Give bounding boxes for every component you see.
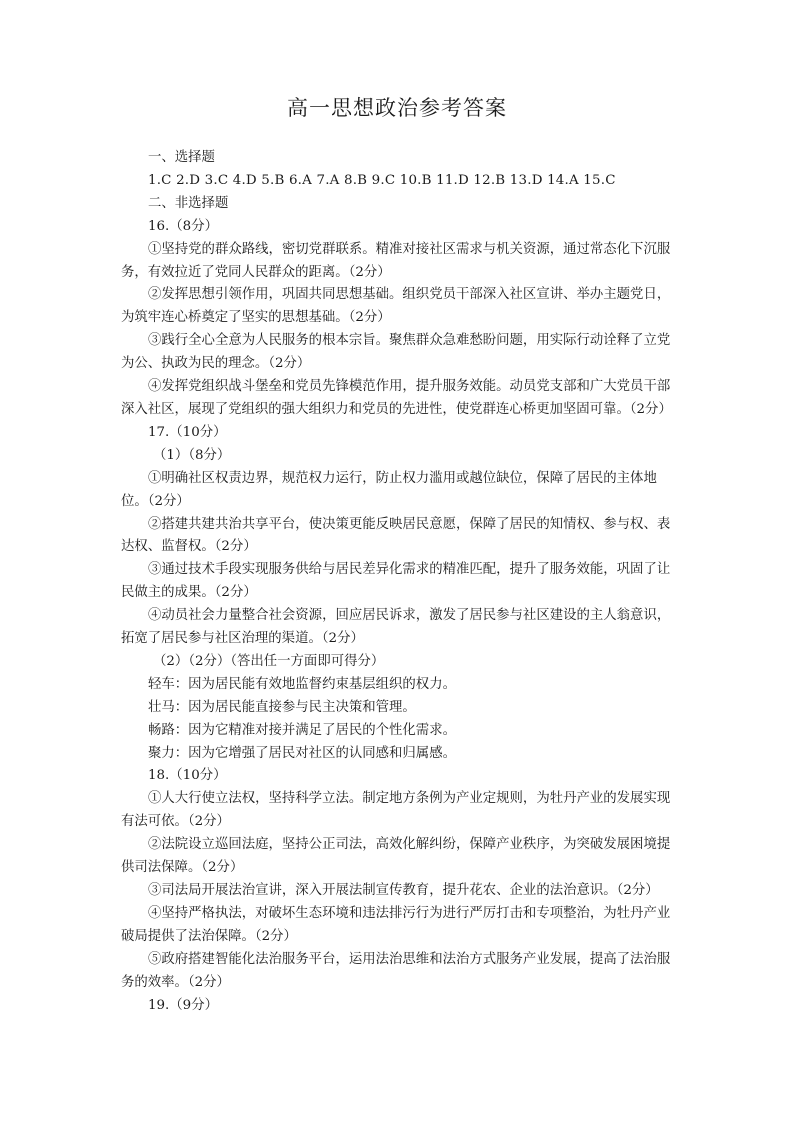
q17-heading: 17.（10分） [148,424,227,440]
q18-point: ⑤政府搭建智能化法治服务平台，运用法治思维和法治方式服务产业发展，提高了法治服务的效率。（2分） [121,951,671,990]
answer-content [121,147,681,1017]
q18-point: ①人大行使立法权，坚持科学立法。制定地方条例为产业定规则，为牡丹产业的发展实现有法可依。（2分） [121,791,671,830]
q17-part2-point: 壮马：因为居民能直接参与民主决策和管理。 [148,699,416,715]
q17-part1-point: ③通过技术手段实现服务供给与居民差异化需求的精准匹配，提升了服务效能，巩固了让民做主的成果。（2分） [121,562,671,601]
q19-heading: 19.（9分） [148,997,218,1013]
q16-heading: 16.（8分） [148,218,218,234]
q17-part2-point: 聚力：因为它增强了居民对社区的认同感和归属感。 [148,745,456,761]
q17-part1-point: ②搭建共建共治共享平台，使决策更能反映居民意愿，保障了居民的知情权、参与权、表达权、监督权。（2分） [121,516,671,555]
q17-part1-point: ①明确社区权责边界，规范权力运行，防止权力滥用或越位缺位，保障了居民的主体地位。（2分） [121,470,657,509]
mc-heading: 一、选择题 [148,150,215,165]
q18-point: ③司法局开展法治宣讲，深入开展法制宣传教育，提升花农、企业的法治意识。（2分） [148,883,659,898]
q17-part2-point: 畅路：因为它精准对接并满足了居民的个性化需求。 [148,722,456,738]
nonmc-heading: 二、非选择题 [148,195,229,211]
q17-part1-heading: （1）（8分） [153,447,231,463]
q16-point: ④发挥党组织战斗堡垒和党员先锋模范作用，提升服务效能。动员党支部和广大党员干部深入社区，展现了党组织的强大组织力和党员的先进性，使党群连心桥更加坚固可靠。（2分） [121,379,672,417]
q17-part1-point: ④动员社会力量整合社会资源，回应居民诉求，激发了居民参与社区建设的主人翁意识，拓宽了居民参与社区治理的渠道。（2分） [121,608,671,647]
q16-point: ①坚持党的群众路线，密切党群联系。精准对接社区需求与机关资源，通过常态化下沉服务，有效拉近了党同人民群众的距离。（2分） [121,241,671,280]
q17-part2-point: 轻车：因为居民能有效地监督约束基层组织的权力。 [148,676,456,692]
page-title: 高一思想政治参考答案 [287,96,507,120]
q18-point: ④坚持严格执法，对破坏生态环境和违法排污行为进行严厉打击和专项整治，为牡丹产业破局提供了法治保障。（2分） [121,905,671,944]
q17-part2-heading: （2）（2分）（答出任一方面即可得分） [153,653,385,669]
mc-answers: 1.C 2.D 3.C 4.D 5.B 6.A 7.A 8.B 9.C 10.B 11.D 12.B 13.D 14.A 15.C [148,172,616,188]
q16-point: ③践行全心全意为人民服务的根本宗旨。聚焦群众急难愁盼问题，用实际行动诠释了立党为公、执政为民的理念。（2分） [121,333,671,372]
q16-point: ②发挥思想引领作用，巩固共同思想基础。组织党员干部深入社区宣讲、举办主题党日，为筑牢连心桥奠定了坚实的思想基础。（2分） [121,287,671,326]
q18-heading: 18.（10分） [148,768,227,784]
q18-point: ②法院设立巡回法庭，坚持公正司法，高效化解纠纷，保障产业秩序，为突破发展困境提供司法保障。（2分） [121,837,671,876]
